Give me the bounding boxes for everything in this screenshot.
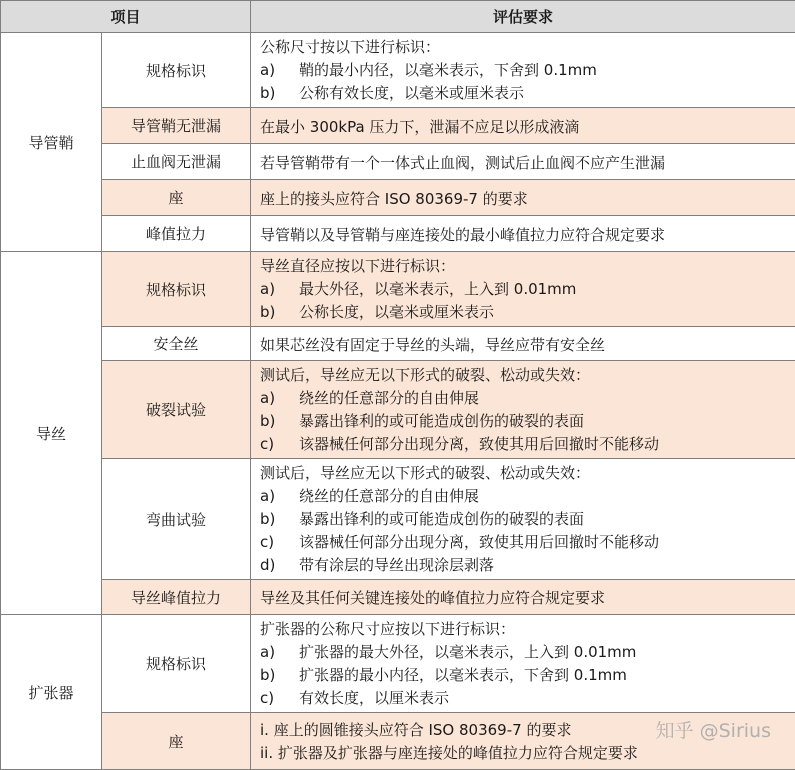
requirement-item: 最大外径，以毫米表示，上入到 0.01mm (299, 280, 576, 298)
table-row (1, 713, 795, 770)
item-cell: 规格标识 (102, 615, 251, 713)
requirement-item: 绕丝的任意部分的自由伸展 (299, 487, 479, 505)
requirement-item: ii. 扩张器及扩张器与座连接处的峰值拉力应符合规定要求 (260, 742, 789, 765)
table-row (1, 33, 795, 108)
requirement-item: 绕丝的任意部分的自由伸展 (299, 389, 479, 407)
table-row (1, 615, 795, 713)
table-row (1, 180, 795, 216)
list-marker: c) (260, 433, 299, 456)
requirement-cell (251, 33, 795, 108)
item-cell: 止血阀无泄漏 (102, 144, 251, 180)
requirement-intro: 扩张器的公称尺寸应按以下进行标识： (260, 618, 789, 641)
requirement-cell (251, 361, 795, 459)
list-marker: d) (260, 554, 299, 577)
list-marker: a) (260, 485, 299, 508)
group-dilator: 扩张器 (1, 615, 102, 770)
requirement-cell: 座上的接头应符合 ISO 80369-7 的要求 (251, 180, 795, 216)
requirement-intro: 公称尺寸按以下进行标识： (260, 36, 789, 59)
header-item: 项目 (1, 1, 251, 33)
item-cell: 导管鞘无泄漏 (102, 108, 251, 144)
list-marker: a) (260, 59, 299, 82)
list-marker: c) (260, 531, 299, 554)
item-cell: 规格标识 (102, 252, 251, 327)
requirement-cell: 若导管鞘带有一个一体式止血阀，测试后止血阀不应产生泄漏 (251, 144, 795, 180)
table-row (1, 144, 795, 180)
requirement-cell (251, 459, 795, 580)
table-row (1, 580, 795, 615)
requirement-cell (251, 252, 795, 327)
requirement-item: 有效长度，以厘米表示 (299, 689, 449, 707)
group-guidewire: 导丝 (1, 252, 102, 615)
table-row (1, 459, 795, 580)
requirement-intro: 测试后，导丝应无以下形式的破裂、松动或失效： (260, 364, 789, 387)
requirement-cell: 导管鞘以及导管鞘与座连接处的最小峰值拉力应符合规定要求 (251, 216, 795, 252)
item-cell: 座 (102, 180, 251, 216)
requirement-item: i. 座上的圆锥接头应符合 ISO 80369-7 的要求 (260, 719, 789, 742)
header-row (1, 1, 795, 33)
requirement-cell (251, 713, 795, 770)
group-sheath: 导管鞘 (1, 33, 102, 252)
item-cell: 规格标识 (102, 33, 251, 108)
list-marker: c) (260, 687, 299, 710)
item-cell: 峰值拉力 (102, 216, 251, 252)
list-marker: b) (260, 301, 299, 324)
item-cell: 导丝峰值拉力 (102, 580, 251, 615)
requirement-item: 公称长度，以毫米或厘米表示 (299, 303, 494, 321)
requirement-item: 公称有效长度，以毫米或厘米表示 (299, 84, 524, 102)
requirement-item: 暴露出锋利的或可能造成创伤的破裂的表面 (299, 510, 584, 528)
requirement-intro: 测试后，导丝应无以下形式的破裂、松动或失效： (260, 462, 789, 485)
list-marker: b) (260, 508, 299, 531)
requirement-item: 暴露出锋利的或可能造成创伤的破裂的表面 (299, 412, 584, 430)
item-cell: 弯曲试验 (102, 459, 251, 580)
requirement-item: 鞘的最小内径，以毫米表示，下舍到 0.1mm (299, 61, 597, 79)
list-marker: b) (260, 410, 299, 433)
requirement-cell (251, 615, 795, 713)
list-marker: a) (260, 387, 299, 410)
table-row (1, 361, 795, 459)
requirement-cell: 在最小 300kPa 压力下，泄漏不应足以形成液滴 (251, 108, 795, 144)
list-marker: b) (260, 664, 299, 687)
list-marker: b) (260, 82, 299, 105)
item-cell: 安全丝 (102, 327, 251, 361)
header-requirement: 评估要求 (251, 1, 795, 33)
table-row (1, 216, 795, 252)
list-marker: a) (260, 641, 299, 664)
table-row (1, 252, 795, 327)
requirement-intro: 导丝直径应按以下进行标识： (260, 255, 789, 278)
requirement-item: 扩张器的最大外径，以毫米表示，上入到 0.01mm (299, 643, 636, 661)
requirement-cell: 导丝及其任何关键连接处的峰值拉力应符合规定要求 (251, 580, 795, 615)
item-cell: 破裂试验 (102, 361, 251, 459)
item-cell: 座 (102, 713, 251, 770)
list-marker: a) (260, 278, 299, 301)
requirement-item: 带有涂层的导丝出现涂层剥落 (299, 556, 494, 574)
requirement-item: 扩张器的最小内径，以毫米表示，下舍到 0.1mm (299, 666, 627, 684)
watermark: 知乎 @Sirius (656, 716, 771, 743)
requirement-item: 该器械任何部分出现分离，致使其用后回撤时不能移动 (299, 435, 659, 453)
requirement-cell: 如果芯丝没有固定于导丝的头端，导丝应带有安全丝 (251, 327, 795, 361)
table-row (1, 108, 795, 144)
table-row (1, 327, 795, 361)
requirement-item: 该器械任何部分出现分离，致使其用后回撤时不能移动 (299, 533, 659, 551)
